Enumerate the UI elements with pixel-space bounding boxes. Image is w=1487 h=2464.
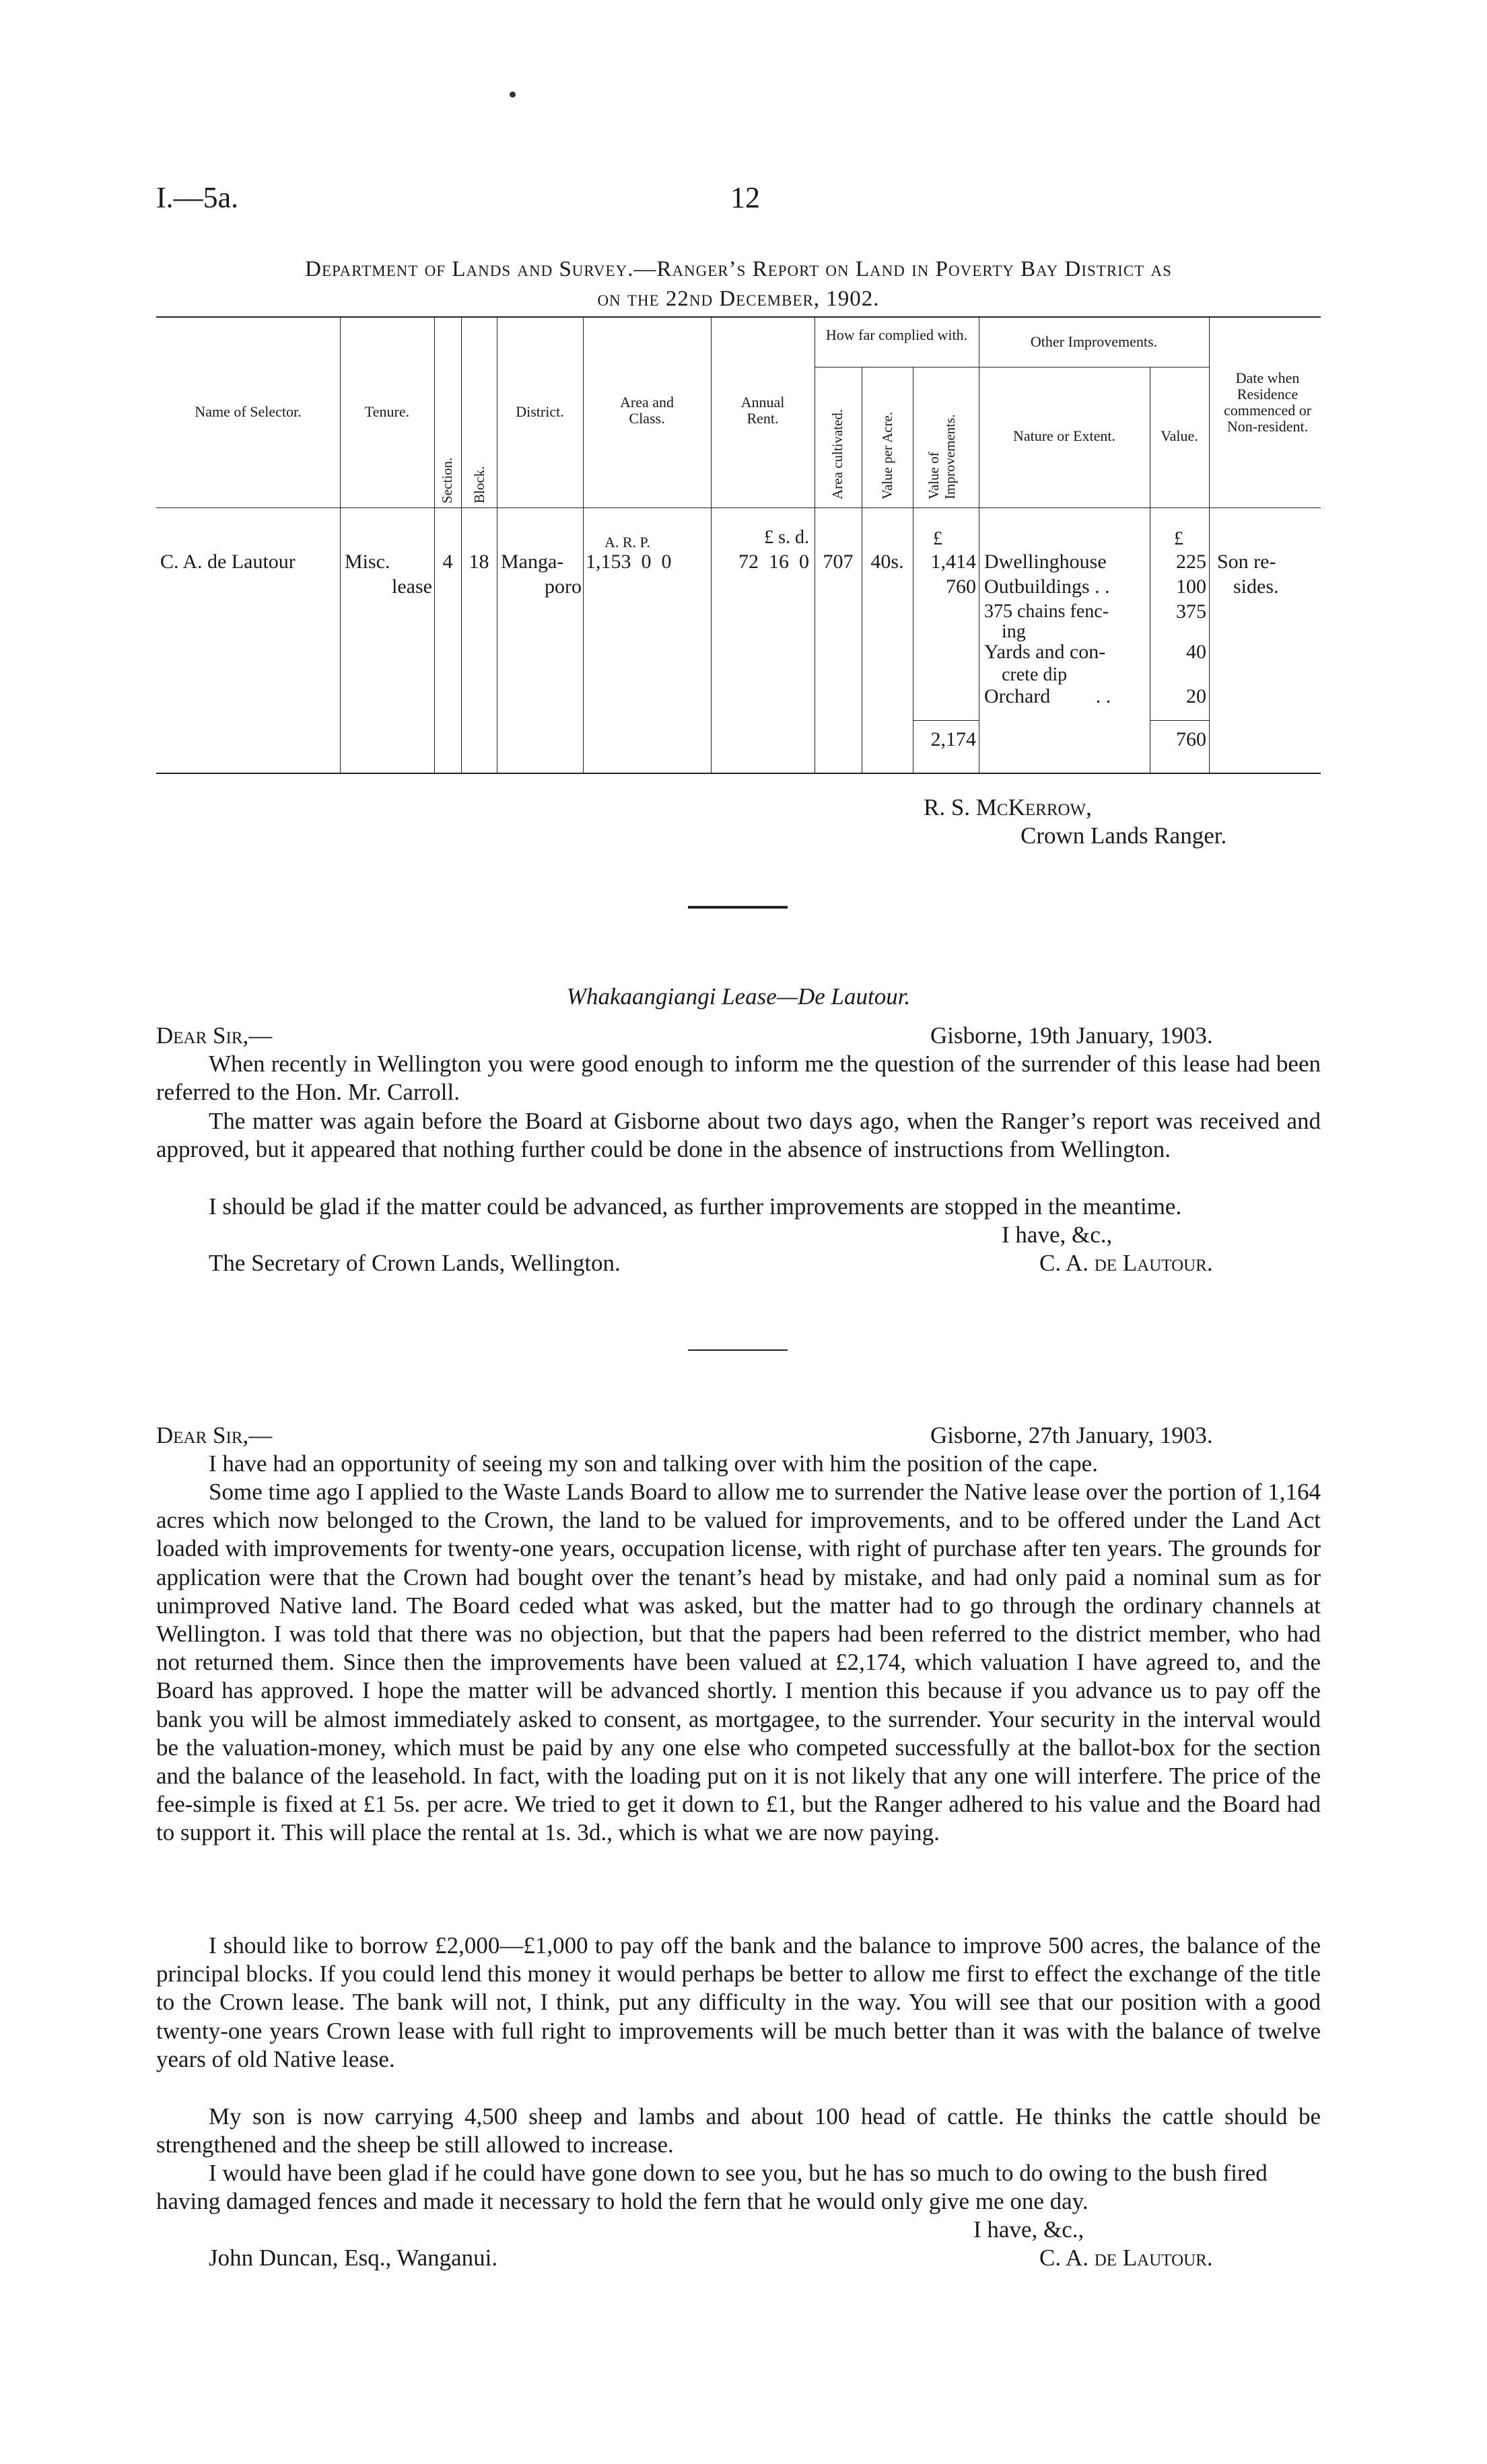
- unit-improvements: £: [933, 528, 942, 549]
- report-title: [156, 254, 1321, 314]
- improvement-value: 225: [1176, 551, 1206, 573]
- col-header-block: Block.: [471, 466, 487, 503]
- col-header-area: Area and Class.: [619, 394, 674, 427]
- col-header-nature: Nature or Extent.: [1012, 427, 1116, 444]
- rent-value: 72 16 0: [738, 551, 809, 573]
- residence-line1: Son re-: [1217, 551, 1276, 573]
- col-header-complied: How far complied with.: [825, 326, 968, 343]
- col-header-rent: Annual Rent.: [740, 394, 785, 427]
- col-rule: [461, 316, 462, 773]
- report-title-line2: on the 22nd December, 1902.: [597, 287, 880, 311]
- letter1-paragraph: I should be glad if the matter could be advanced, as further improvements are stopped in the meantime.: [209, 1193, 1182, 1220]
- col-header-section: Section.: [439, 457, 455, 503]
- tenure-line1: Misc.: [345, 551, 390, 573]
- improvement-value: 20: [1186, 685, 1206, 707]
- letter2-paragraph: My son is now carrying 4,500 sheep and lambs and about 100 head of cattle. He thinks the cattle should be strengthened and the sheep be still allowed to increase.: [156, 2103, 1321, 2158]
- col-header-tenure: Tenure.: [364, 403, 410, 420]
- header-bottom-rule: [156, 507, 1321, 508]
- improvements-line1: 1,414: [930, 551, 976, 573]
- total-rule-value: [1150, 720, 1209, 721]
- section-value: 4: [442, 551, 453, 573]
- area-value: 1,153 0 0: [586, 551, 672, 573]
- letter2-closing: I have, &c.,: [973, 2216, 1084, 2243]
- letter1-heading: Whakaangiangi Lease—De Lautour.: [566, 983, 911, 1010]
- letter1-paragraph: The matter was again before the Board at Gisborne about two days ago, when the Ranger’s report was received and approved, but it appeared that nothing further could be done in the absence of instructions from Wellington.: [156, 1108, 1321, 1163]
- letter2-paragraph: Some time ago I applied to the Waste Lands Board to allow me to surrender the Native lease over the portion of 1,164 acres which now belonged to the Crown, the land to be valued for improvements, and to be offered under the Land Act loaded with improvements for twenty-one years, occupation license, with right of purchase after ten years. The grounds for application were that the Crown had bought over the tenant’s head by mistake, and had only paid a nominal sum as for unimproved Native land. The Board ceded what was asked, but the matter had to go through the ordinary channels at Wellington. I was told that there was no objection, but that the papers had been referred to the district member, who had not returned them. Since then the improvements have been valued at £2,174, which valuation I have agreed to, and the Board has approved. I hope the matter will be advanced shortly. I mention this because if you advance us to pay off the bank you will be almost immediately asked to consent, as mortgagee, to the surrender. Your security in the interval would be the valuation-money, which must be paid by any one else who competed successfully at the ballot-box for the section and the balance of the leasehold. In fact, with the loading put on it is not likely that any one will interfere. The price of the fee-simple is fixed at £1 5s. per acre. We tried to get it down to £1, but the Ranger adhered to his value and the Board had to support it. This will place the rental at 1s. 3d., which is what we are now paying.: [156, 1479, 1321, 1846]
- col-header-district: District.: [516, 403, 564, 420]
- col-header-name: Name of Selector.: [195, 403, 302, 420]
- total-rule-improvements: [913, 720, 979, 721]
- col-header-value-per-acre: Value per Acre.: [879, 411, 895, 499]
- letter2-paragraph: I would have been glad if he could have gone down to see you, but he has so much to do owing to the bush fired having damaged fences and made it necessary to hold the fern that he would only give me one day.: [156, 2160, 1268, 2215]
- improvement-nature: Dwellinghouse: [984, 551, 1107, 573]
- area-cultivated-value: 707: [823, 551, 854, 573]
- district-line2: poro: [545, 575, 582, 598]
- letter2-signature: C. A. de Lautour.: [1039, 2245, 1213, 2271]
- col-rule: [1209, 316, 1210, 773]
- unit-area: A. R. P.: [604, 534, 650, 551]
- improvement-nature: crete dip: [1002, 664, 1068, 685]
- page-reference: I.—5a.: [156, 181, 239, 214]
- section-divider-thick: [688, 906, 788, 909]
- col-header-other-improvements: Other Improvements.: [1030, 333, 1158, 350]
- col-header-value: Value.: [1161, 427, 1198, 444]
- table-top-rule: [156, 316, 1321, 318]
- report-title-line1: Department of Lands and Survey.—Ranger’s Report on Land in Poverty Bay District as: [305, 257, 1172, 281]
- col-header-area-cultivated: Area cultivated.: [829, 409, 845, 499]
- improvement-value: 100: [1176, 575, 1206, 598]
- col-rule: [434, 316, 435, 773]
- letter1-place-date: Gisborne, 19th January, 1903.: [930, 1022, 1213, 1049]
- letter1-addressee: The Secretary of Crown Lands, Wellington.: [209, 1250, 621, 1276]
- letter2-place-date: Gisborne, 27th January, 1903.: [930, 1422, 1213, 1448]
- col-rule: [583, 316, 584, 773]
- total-improvements: 2,174: [930, 728, 976, 750]
- ranger-signature-name: R. S. McKerrow,: [924, 794, 1092, 820]
- letter2-paragraph: I should like to borrow £2,000—£1,000 to pay off the bank and the balance to improve 500 acres, the balance of the principal blocks. If you could lend this money it would perhaps be better to allow me first to effect the exchange of the title to the Crown lease. The bank will not, I think, put any difficulty in the way. You will see that our position with a good twenty-one years Crown lease with full right to improvements will be much better than it was with the balance of twelve years of old Native lease.: [156, 1932, 1321, 2072]
- value-per-acre: 40s.: [870, 551, 904, 573]
- district-line1: Manga-: [501, 551, 564, 573]
- ink-dot: [510, 92, 516, 98]
- letter2-salutation: Dear Sir,—: [156, 1422, 273, 1448]
- col-header-residence: Date when Residence commenced or Non-resident.: [1223, 369, 1312, 435]
- letter1-signature: C. A. de Lautour.: [1039, 1250, 1213, 1276]
- unit-rent: £ s. d.: [764, 527, 809, 548]
- improvement-nature: Orchard . .: [984, 685, 1111, 707]
- letter1-closing: I have, &c.,: [1002, 1222, 1113, 1248]
- improvements-line2: 760: [946, 575, 976, 598]
- letter1-salutation: Dear Sir,—: [156, 1022, 273, 1049]
- page-number: 12: [730, 181, 760, 214]
- tenure-line2: lease: [392, 575, 432, 598]
- improvement-nature: Yards and con-: [984, 641, 1106, 663]
- selector-name: C. A. de Lautour: [160, 551, 296, 573]
- unit-value: £: [1174, 528, 1183, 549]
- letter2-addressee: John Duncan, Esq., Wanganui.: [209, 2245, 498, 2271]
- improvement-nature: 375 chains fenc-: [984, 601, 1109, 622]
- total-other-improvements: 760: [1176, 728, 1206, 750]
- col-rule: [340, 316, 341, 773]
- table-bottom-rule: [156, 773, 1321, 774]
- ranger-signature-title: Crown Lands Ranger.: [1021, 822, 1227, 849]
- residence-line2: sides.: [1233, 575, 1279, 598]
- improvement-nature: Outbuildings . .: [984, 575, 1110, 598]
- improvement-value: 375: [1176, 600, 1206, 623]
- improvement-value: 40: [1186, 641, 1206, 663]
- letter1-paragraph: When recently in Wellington you were good enough to inform me the question of the surrender of this lease had been referred to the Hon. Mr. Carroll.: [156, 1051, 1321, 1106]
- letter2-paragraph: I have had an opportunity of seeing my son and talking over with him the position of the cape.: [209, 1450, 1098, 1477]
- section-divider-thin: [688, 1349, 788, 1351]
- col-header-value-improvements: Value of Improvements.: [926, 414, 958, 499]
- improvement-nature: ing: [1002, 621, 1026, 642]
- block-value: 18: [469, 551, 489, 573]
